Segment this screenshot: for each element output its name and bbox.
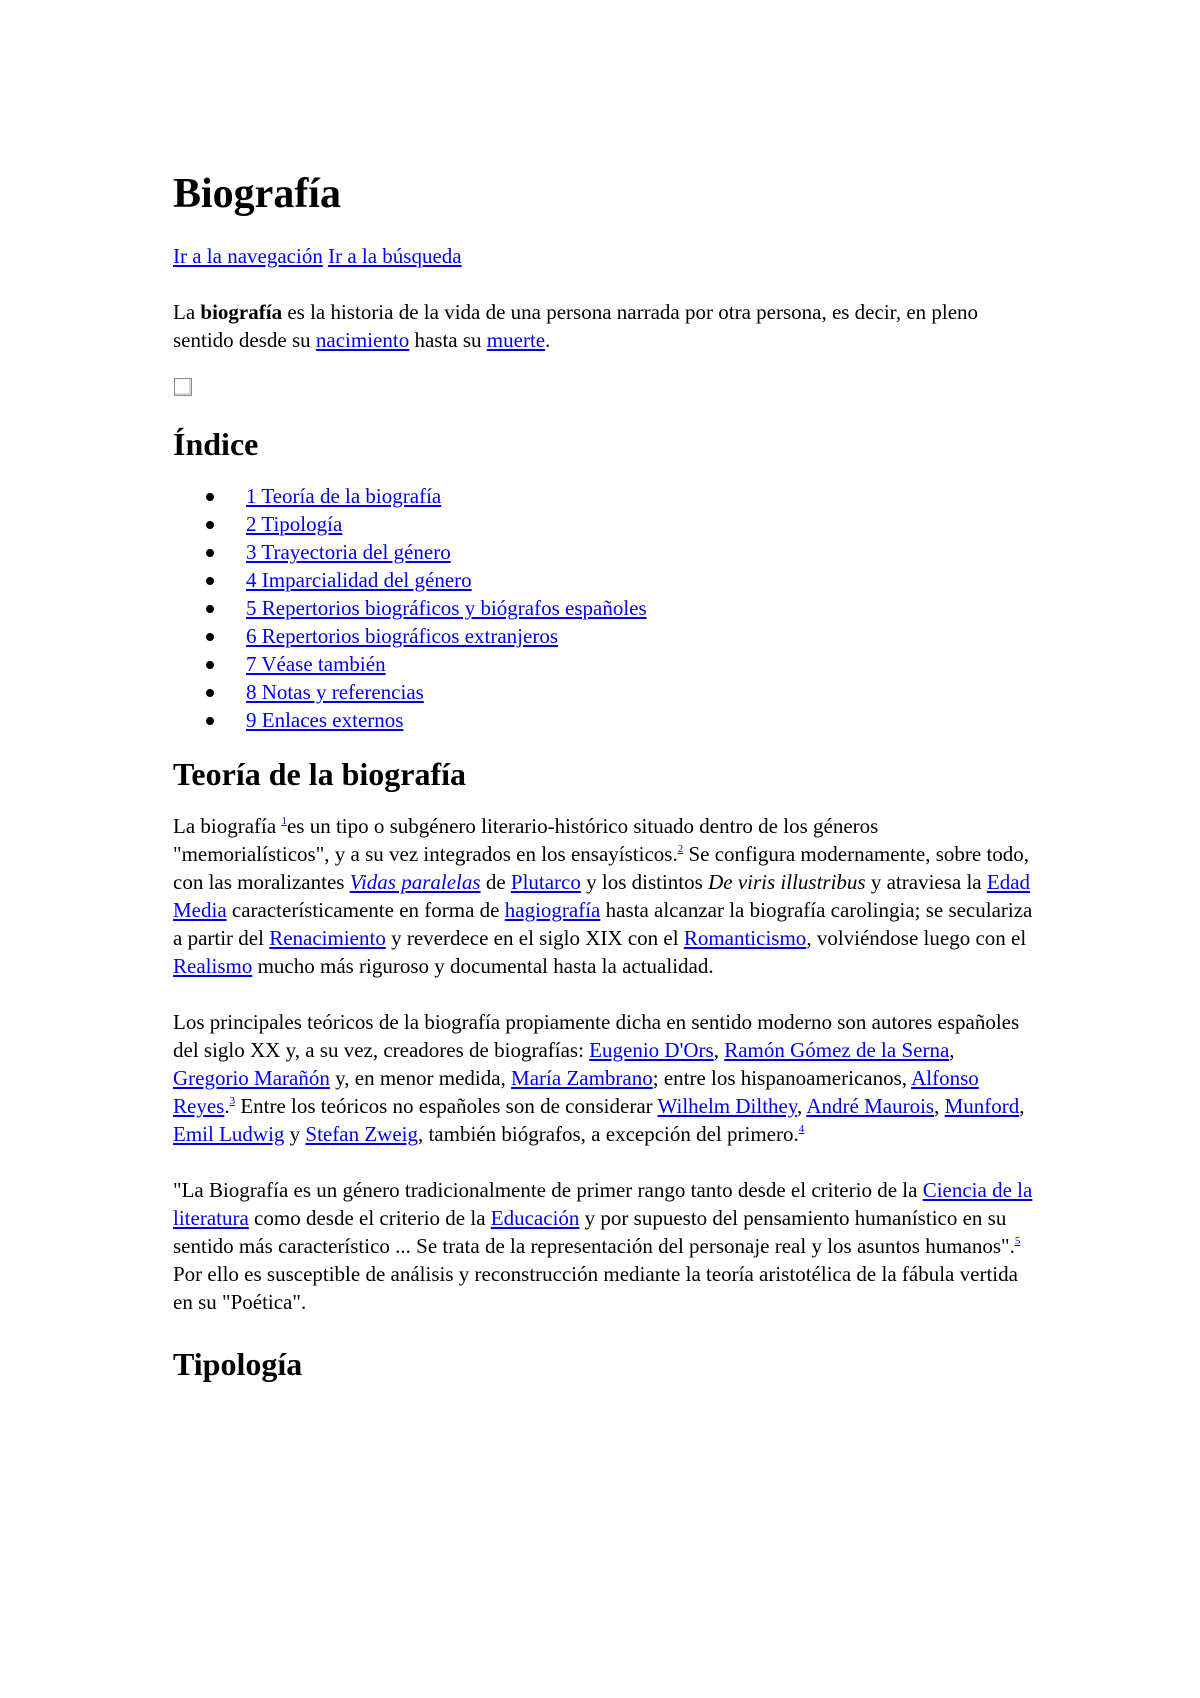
reference-link[interactable]: 2 (677, 843, 684, 855)
toc-item (246, 510, 1033, 538)
romanticismo-link[interactable]: Romanticismo (683, 926, 807, 950)
eugenio-dors-link[interactable]: Eugenio D'Ors (589, 1038, 714, 1062)
plutarco-link[interactable]: Plutarco (510, 870, 581, 894)
toc-link-tipologia[interactable]: 2 Tipología (246, 512, 343, 536)
text: y, en menor medida, (329, 1066, 512, 1090)
andre-maurois-link[interactable]: André Maurois (806, 1094, 935, 1118)
reference-link[interactable]: 4 (798, 1123, 805, 1135)
vidas-paralelas-link[interactable] (350, 870, 481, 894)
text: característicamente en forma de (226, 898, 505, 922)
text: . (224, 1094, 230, 1118)
text: Entre los teóricos no españoles son de considerar (235, 1094, 658, 1118)
toc-item (246, 594, 1033, 622)
ciencia-literatura-link[interactable]: Ciencia de la literatura (173, 1178, 1033, 1230)
text: , (1019, 1094, 1025, 1118)
section-heading-teoria: Teoría de la biografía (173, 756, 467, 792)
text: mucho más riguroso y documental hasta la actualidad. (252, 954, 714, 978)
skip-to-search-link[interactable]: Ir a la búsqueda (328, 244, 462, 268)
text: , (713, 1038, 725, 1062)
renacimiento-link[interactable]: Renacimiento (269, 926, 386, 950)
toc-item (246, 706, 1033, 734)
bullet-icon (206, 493, 214, 501)
italic-title: Vidas paralelas (349, 870, 481, 894)
toc-item (246, 650, 1033, 678)
text: , también biógrafos, a excepción del primero. (417, 1122, 799, 1146)
text: como desde el criterio de la (248, 1206, 491, 1230)
stefan-zweig-link[interactable]: Stefan Zweig (305, 1122, 418, 1146)
toc-item (246, 538, 1033, 566)
paragraph-teoria-1 (173, 812, 1033, 980)
wilhelm-dilthey-link[interactable]: Wilhelm Dilthey (657, 1094, 798, 1118)
bullet-icon (206, 689, 214, 697)
text: y por supuesto del pensamiento humanístico en su sentido más característico ... Se trata de la representación del personaje real y los asuntos humanos". (173, 1206, 1015, 1258)
toc-item (246, 678, 1033, 706)
text: Se configura modernamente, sobre todo, con las moralizantes (173, 842, 1030, 894)
bullet-icon (206, 577, 214, 585)
paragraph-teoria-3 (173, 1176, 1033, 1316)
gregorio-maranon-link[interactable]: Gregorio Marañón (173, 1066, 330, 1090)
italic-title: De viris illustribus (708, 870, 866, 894)
bullet-icon (206, 549, 214, 557)
emil-ludwig-link[interactable]: Emil Ludwig (173, 1122, 285, 1146)
text: , (934, 1094, 945, 1118)
maria-zambrano-link[interactable]: María Zambrano (511, 1066, 653, 1090)
toc-link-vease[interactable]: 7 Véase también (246, 652, 386, 676)
text: hasta alcanzar la biografía carolingia; se seculariza a partir del (173, 898, 1033, 950)
reference-link[interactable]: 3 (229, 1095, 236, 1107)
toc-link-enlaces[interactable]: 9 Enlaces externos (246, 708, 404, 732)
toc-item (246, 622, 1033, 650)
text: y (284, 1122, 306, 1146)
text: Los principales teóricos de la biografía propiamente dicha en sentido moderno son autores españoles del siglo XX y, a su vez, creadores de biografías: (173, 1010, 1020, 1062)
skip-links (173, 242, 1033, 270)
bullet-icon (206, 633, 214, 641)
text: es la historia de la vida de una persona narrada por otra persona, es decir, en pleno sentido desde su (173, 300, 979, 352)
table-of-contents (173, 482, 1033, 734)
educacion-link[interactable]: Educación (490, 1206, 580, 1230)
text: , (797, 1094, 807, 1118)
skip-to-navigation-link[interactable]: Ir a la navegación (173, 244, 323, 268)
bullet-icon (206, 661, 214, 669)
text: ; entre los hispanoamericanos, (652, 1066, 912, 1090)
reference-link[interactable]: 5 (1014, 1235, 1021, 1247)
text: de (480, 870, 511, 894)
text: y reverdece en el siglo XIX con el (385, 926, 684, 950)
page-title: Biografía (173, 171, 341, 217)
edad-media-link[interactable]: Edad Media (173, 870, 1031, 922)
muerte-link[interactable]: muerte (486, 328, 546, 352)
bullet-icon (206, 521, 214, 529)
toc-link-imparcialidad[interactable]: 4 Imparcialidad del género (246, 568, 472, 592)
text: , volviéndose luego con el (806, 926, 1027, 950)
toc-link-notas[interactable]: 8 Notas y referencias (246, 680, 424, 704)
toc-item (246, 566, 1033, 594)
text: Por ello es susceptible de análisis y reconstrucción mediante la teoría aristotélica de la fábula vertida en su "Poética". (173, 1262, 1018, 1314)
text: hasta su (409, 328, 487, 352)
text: y atraviesa la (865, 870, 987, 894)
toc-item (246, 482, 1033, 510)
bullet-icon (206, 605, 214, 613)
text: y los distintos (580, 870, 709, 894)
toc-link-repertorios-extranjeros[interactable]: 6 Repertorios biográficos extranjeros (246, 624, 558, 648)
text: La biografía (173, 814, 282, 838)
toc-link-teoria[interactable]: 1 Teoría de la biografía (246, 484, 442, 508)
ramon-gomez-de-la-serna-link[interactable]: Ramón Gómez de la Serna (724, 1038, 950, 1062)
alfonso-reyes-link[interactable]: Alfonso Reyes (173, 1066, 979, 1118)
toc-link-trayectoria[interactable]: 3 Trayectoria del género (246, 540, 451, 564)
text: "La Biografía es un género tradicionalmente de primer rango tanto desde el criterio de la (173, 1178, 923, 1202)
reference-link[interactable]: 1 (281, 815, 287, 827)
nacimiento-link[interactable]: nacimiento (315, 328, 410, 352)
lede-paragraph (173, 298, 1033, 354)
realismo-link[interactable]: Realismo (173, 954, 253, 978)
article (173, 170, 1033, 1402)
text: , (949, 1038, 955, 1062)
toc-heading: Índice (173, 426, 259, 462)
toc-link-repertorios-espanoles[interactable]: 5 Repertorios biográficos y biógrafos españoles (246, 596, 647, 620)
bold-term: biografía (200, 300, 283, 324)
broken-image-icon (174, 378, 192, 396)
paragraph-teoria-2 (173, 1008, 1033, 1148)
text: La (173, 300, 201, 324)
text: es un tipo o subgénero literario-histórico situado dentro de los géneros "memorialísticos", y a su vez integrados en los ensayísticos. (173, 814, 879, 866)
text: . (545, 328, 551, 352)
hagiografia-link[interactable]: hagiografía (504, 898, 601, 922)
section-heading-tipologia: Tipología (173, 1346, 303, 1382)
munford-link[interactable]: Munford (944, 1094, 1020, 1118)
bullet-icon (206, 717, 214, 725)
